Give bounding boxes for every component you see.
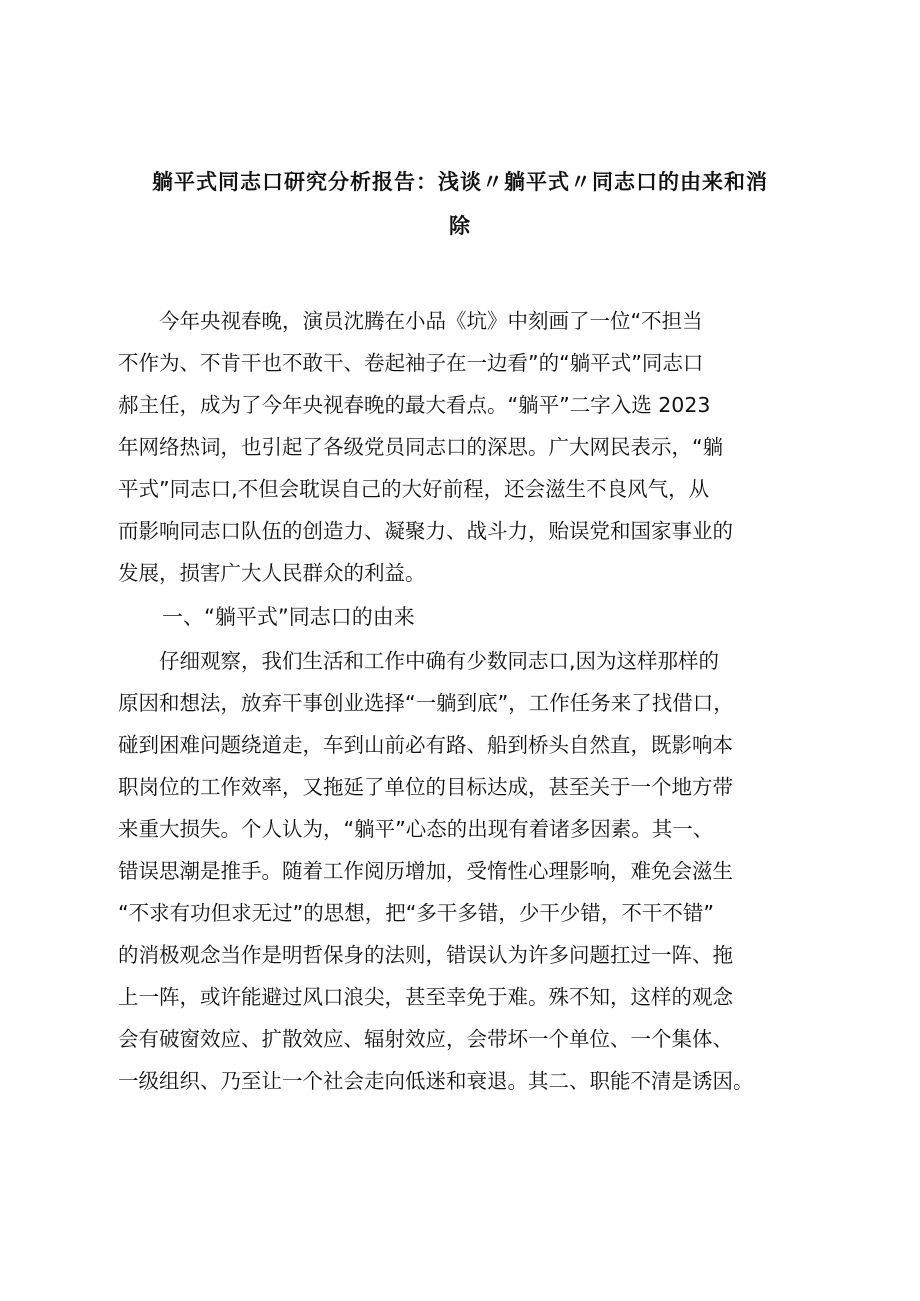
text-line: 原因和想法，放弃干事创业选择“一躺到底”，工作任务来了找借口， (118, 691, 734, 715)
text-line: 而影响同志口队伍的创造力、凝聚力、战斗力，贻误党和国家事业的 (118, 519, 733, 543)
text-line: 今年央视春晚，演员沈腾在小品《坑》中刻画了一位“不担当 (118, 309, 703, 333)
paragraph-section-1 (118, 640, 818, 1102)
document-body (118, 300, 818, 1102)
text-line: 郝主任，成为了今年央视春晚的最大看点。“躺平”二字入选 2023 (118, 393, 711, 417)
title-line-1: 躺平式同志口研究分析报告：浅谈〃躺平式〃同志口的由来和消 (152, 170, 768, 194)
text-line: 上一阵，或许能避过风口浪尖，甚至幸免于难。殊不知，这样的观念 (118, 985, 733, 1009)
document-title (110, 160, 810, 248)
text-line: 会有破窗效应、扩散效应、辐射效应，会带坏一个单位、一个集体、 (118, 1027, 733, 1051)
text-line: 一级组织、乃至让一个社会走向低迷和衰退。其二、职能不清是诱因。 (118, 1069, 754, 1093)
text-line: 平式”同志口,不但会耽误自己的大好前程，还会滋生不良风气，从 (118, 477, 710, 501)
section-heading-1: 一、“躺平式”同志口的由来 (162, 605, 415, 629)
text-line: 碰到困难问题绕道走，车到山前必有路、船到桥头自然直，既影响本 (118, 733, 733, 757)
paragraph-intro (118, 300, 818, 594)
text-line: 不作为、不肯干也不敢干、卷起袖子在一边看”的“躺平式”同志口 (118, 351, 704, 375)
text-line: 错误思潮是推手。随着工作阅历增加，受惰性心理影响，难免会滋生 (118, 859, 733, 883)
text-line: 的消极观念当作是明哲保身的法则，错误认为许多问题扛过一阵、拖 (118, 943, 733, 967)
text-line: 来重大损失。个人认为，“躺平”心态的出现有着诸多因素。其一、 (118, 817, 714, 841)
text-line: 仔细观察，我们生活和工作中确有少数同志口,因为这样那样的 (118, 649, 720, 673)
text-line: 发展，损害广大人民群众的利益。 (118, 561, 426, 585)
text-line: 职岗位的工作效率，又拖延了单位的目标达成，甚至关于一个地方带 (118, 775, 733, 799)
text-line: 年网络热词，也引起了各级党员同志口的深思。广大网民表示，“躺 (118, 435, 724, 459)
title-line-2: 除 (449, 214, 471, 238)
text-line: “不求有功但求无过”的思想，把“多干多错，少干少错，不干不错” (118, 901, 714, 925)
